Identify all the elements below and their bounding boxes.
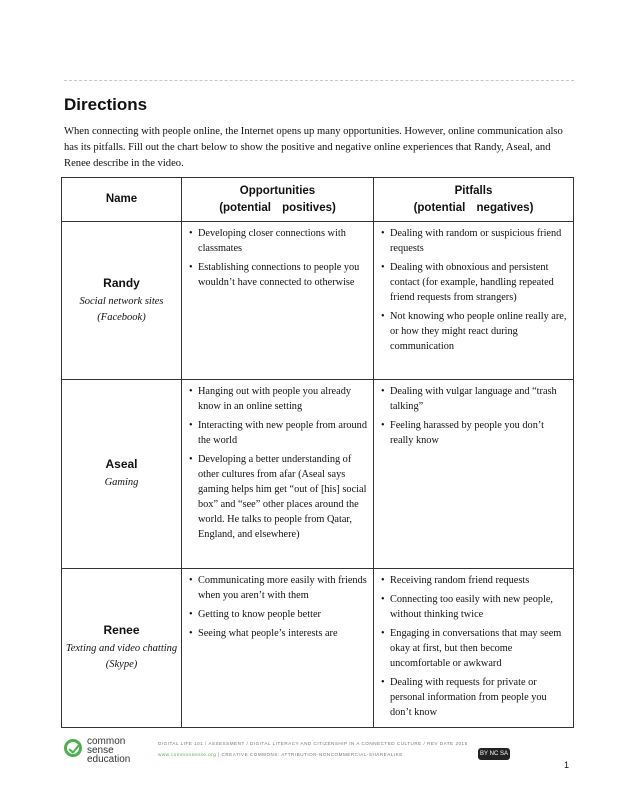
- list-item: • Dealing with requests for private or personal information from people you don’t know: [381, 675, 567, 720]
- table-row: [62, 380, 574, 569]
- opportunities-cell: [182, 380, 374, 569]
- list-item: • Not knowing who people online really are, or how they might react during communication: [381, 309, 567, 354]
- person-name: Randy: [103, 275, 140, 290]
- footer-link[interactable]: www.commonsense.org: [158, 752, 217, 757]
- list-item: • Getting to know people better: [189, 607, 367, 622]
- footer-course-line: DIGITAL LIFE 101 / ASSESSMENT / DIGITAL LITERACY AND CITIZENSHIP IN A CONNECTED CULTURE / REV DATE 2015: [158, 741, 468, 746]
- logo-word: sense: [87, 745, 114, 756]
- list-item: • Dealing with random or suspicious friend requests: [381, 226, 567, 256]
- list-item: • Establishing connections to people you wouldn’t have connected to otherwise: [189, 260, 367, 290]
- common-sense-logo: [64, 737, 154, 767]
- logo-word: education: [87, 754, 131, 765]
- experience-chart: [61, 177, 574, 728]
- header-divider: [64, 80, 574, 81]
- checkmark-icon: [64, 739, 82, 757]
- person-name: Aseal: [105, 457, 138, 471]
- person-cell: [62, 569, 182, 728]
- person-platform: Social network sites (Facebook): [79, 295, 164, 323]
- logo-word: common: [87, 736, 126, 747]
- person-name: Renee: [103, 623, 140, 637]
- footer-license-text: | CREATIVE COMMONS: ATTRIBUTION-NONCOMMERCIAL-SHAREALIKE: [218, 752, 403, 757]
- list-item: • Connecting too easily with new people, without thinking twice: [381, 592, 567, 622]
- directions-text: When connecting with people online, the Internet opens up many opportunities. However, online communication also has its pitfalls. Fill out the chart below to show the positive and negative online experiences that Randy, Aseal, and Renee describe in the video.: [64, 126, 563, 169]
- list-item: • Interacting with new people from around the world: [189, 418, 367, 448]
- table-row: [62, 222, 574, 380]
- person-cell: [62, 222, 182, 380]
- table-row: [62, 569, 574, 728]
- creative-commons-badge: BY NC SA: [478, 748, 510, 760]
- list-item: • Receiving random friend requests: [381, 573, 567, 588]
- footer-license-line: [158, 752, 403, 757]
- list-item: • Communicating more easily with friends when you aren’t with them: [189, 573, 367, 603]
- list-item: • Engaging in conversations that may seem okay at first, but then become uncomfortable or awkward: [381, 626, 567, 671]
- list-item: • Developing closer connections with classmates: [189, 226, 367, 256]
- pitfalls-cell: [374, 569, 574, 728]
- page-number: 1: [564, 760, 570, 770]
- list-item: • Dealing with vulgar language and “trash talking”: [381, 384, 567, 414]
- header-name: Name: [62, 178, 182, 222]
- page-title: Directions: [64, 95, 148, 114]
- pitfalls-cell: [374, 380, 574, 569]
- person-platform: Gaming: [104, 477, 139, 488]
- list-item: • Seeing what people’s interests are: [189, 626, 367, 641]
- header-pitfalls: Pitfalls (potential negatives): [374, 178, 574, 222]
- opportunities-cell: [182, 569, 374, 728]
- pitfalls-cell: [374, 222, 574, 380]
- opportunities-cell: [182, 222, 374, 380]
- list-item: • Feeling harassed by people you don’t really know: [381, 418, 567, 448]
- list-item: • Developing a better understanding of other cultures from afar (Aseal says gaming helps him get “out of [his] social box” and “see” other places around the world. He talks to people from Qatar, England, and elsewhere): [189, 452, 367, 542]
- list-item: • Dealing with obnoxious and persistent contact (for example, handling repeated friend requests from strangers): [381, 260, 567, 305]
- person-platform: Texting and video chatting (Skype): [65, 643, 178, 670]
- list-item: • Hanging out with people you already know in an online setting: [189, 384, 367, 414]
- header-opportunities: Opportunities (potential positives): [182, 178, 374, 222]
- header-row: [62, 178, 574, 222]
- person-cell: [62, 380, 182, 569]
